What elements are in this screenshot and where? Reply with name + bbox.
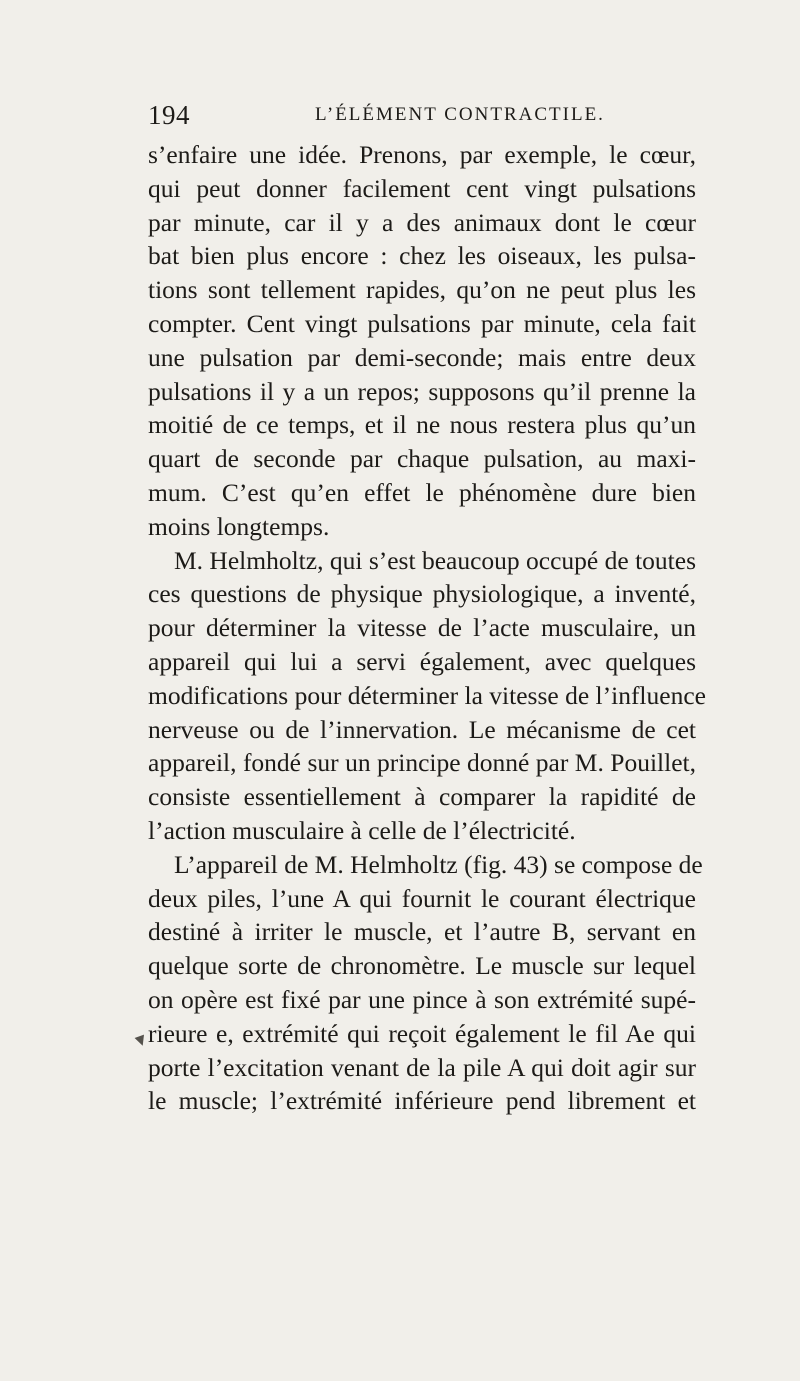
text-line: on opère est fixé par une pince à son extrémité supé- xyxy=(148,984,696,1014)
text-line: mum. C’est qu’en effet le phénomène dure bien xyxy=(148,477,696,507)
text-line: qui peut donner facilement cent vingt pulsations xyxy=(148,173,696,203)
text-line: le muscle; l’extrémité inférieure pend librement et xyxy=(148,1086,696,1116)
text-line: l’action musculaire à celle de l’électricité. xyxy=(148,815,576,845)
text-line: porte l’excitation venant de la pile A qui doit agir sur xyxy=(148,1052,696,1082)
text-line: tions sont tellement rapides, qu’on ne peut plus les xyxy=(148,275,696,305)
text-line: pour déterminer la vitesse de l’acte musculaire, un xyxy=(148,613,696,643)
text-line: nerveuse ou de l’innervation. Le mécanisme de cet xyxy=(148,714,696,744)
page-header xyxy=(148,100,708,132)
text-line: par minute, car il y a des animaux dont le cœur xyxy=(148,207,696,237)
page-number: 194 xyxy=(148,100,190,130)
text-line: consiste essentiellement à comparer la rapidité de xyxy=(148,782,696,812)
text-line: compter. Cent vingt pulsations par minute, cela fait xyxy=(148,308,696,338)
text-line: M. Helmholtz, qui s’est beaucoup occupé de toutes xyxy=(174,545,696,575)
text-line: ces questions de physique physiologique, a inventé, xyxy=(148,579,696,609)
text-line: moitié de ce temps, et il ne nous restera plus qu’un xyxy=(148,410,696,440)
text-line: quelque sorte de chronomètre. Le muscle sur lequel xyxy=(148,951,696,981)
text-line: s’enfaire une idée. Prenons, par exemple, le cœur, xyxy=(148,140,696,169)
text-line: une pulsation par demi-seconde; mais entre deux xyxy=(148,342,696,372)
text-line: appareil qui lui a servi également, avec quelques xyxy=(148,646,696,676)
margin-ink-mark xyxy=(135,1035,148,1048)
running-head: L’ÉLÉMENT CONTRACTILE. xyxy=(315,104,605,125)
text-line: deux piles, l’une A qui fournit le courant électrique xyxy=(148,883,696,913)
body-text xyxy=(148,138,706,1118)
text-line: appareil, fondé sur un principe donné par M. Pouillet, xyxy=(148,748,696,778)
text-line: moins longtemps. xyxy=(148,511,330,541)
text-line: rieure e, extrémité qui reçoit également le fil Ae qui xyxy=(148,1018,696,1048)
text-line: bat bien plus encore : chez les oiseaux, les pulsa- xyxy=(148,241,696,271)
text-line: modifications pour déterminer la vitesse de l’influence xyxy=(148,680,706,710)
text-line: destiné à irriter le muscle, et l’autre B, servant en xyxy=(148,917,696,947)
text-line: quart de seconde par chaque pulsation, au maxi- xyxy=(148,444,696,474)
text-line: L’appareil de M. Helmholtz (fig. 43) se compose de xyxy=(174,849,703,879)
text-line: pulsations il y a un repos; supposons qu’il prenne la xyxy=(148,376,696,406)
